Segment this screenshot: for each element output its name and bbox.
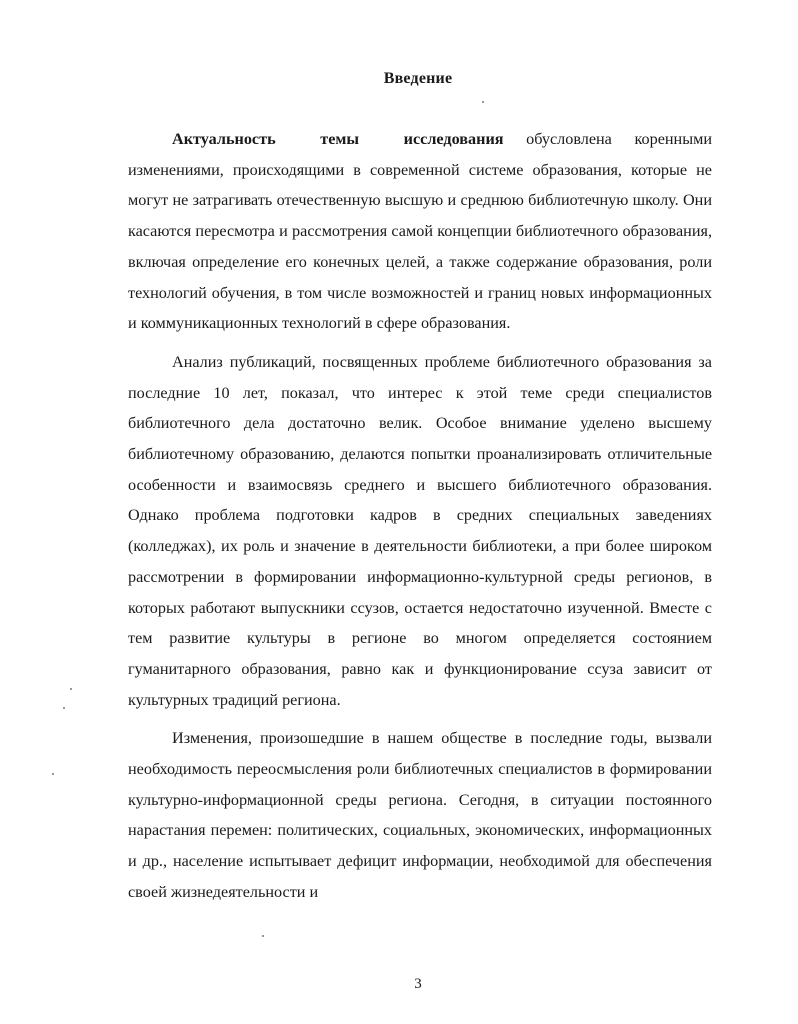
paragraph-lead: Актуальность темы исследования [172, 130, 504, 148]
section-heading: Введение [383, 70, 453, 87]
paragraph-relevance [128, 124, 712, 339]
paragraph-analysis: Анализ публикаций, посвященных проблеме библиотечного образования за последние 10 лет, показал, что интерес к этой теме среди специалистов библиотечного дела достаточно велик. Особое внимание уделено высшему библиотечному образованию, делаются попытки проанализировать отличительные особенности и взаимосвязь среднего и высшего библиотечного образования. Однако проблема подготовки кадров в средних специальных заведениях (колледжах), их роль и значение в деятельности библиотеки, а при более широком рассмотрении в формировании информационно-культурной среды регионов, в которых работают выпускники ссузов, остается недостаточно изученной. Вместе с тем развитие культуры в регионе во многом определяется состоянием гуманитарного образования, равно как и функционирование ссуза зависит от культурных традиций региона. [128, 352, 712, 709]
scan-speck [482, 101, 484, 103]
scan-speck [262, 935, 264, 937]
paragraph-changes: Изменения, произошедшие в нашем обществе в последние годы, вызвали необходимость переосмысления роли библиотечных специалистов в формировании культурно-информационной среды региона. Сегодня, в ситуации постоянного нарастания перемен: политических, социальных, экономических, информационных и др., население испытывает дефицит информации, необходимой для обеспечения своей жизнедеятельности и [128, 729, 712, 901]
body-text [128, 124, 712, 908]
scan-speck [70, 688, 72, 690]
paragraph-text: обусловлена коренными изменениями, происходящими в современной системе образования, которые не могут не затрагивать отечественную высшую и среднюю библиотечную школу. Они касаются пересмотра и рассмотрения самой концепции библиотечного образования, включая определение его конечных целей, а также содержание образования, роли технологий обучения, в том числе возможностей и границ новых информационных и коммуникационных технологий в сфере образования. [128, 130, 712, 333]
page-number: 3 [414, 976, 422, 992]
scan-speck [63, 707, 65, 709]
scan-speck [52, 773, 54, 775]
